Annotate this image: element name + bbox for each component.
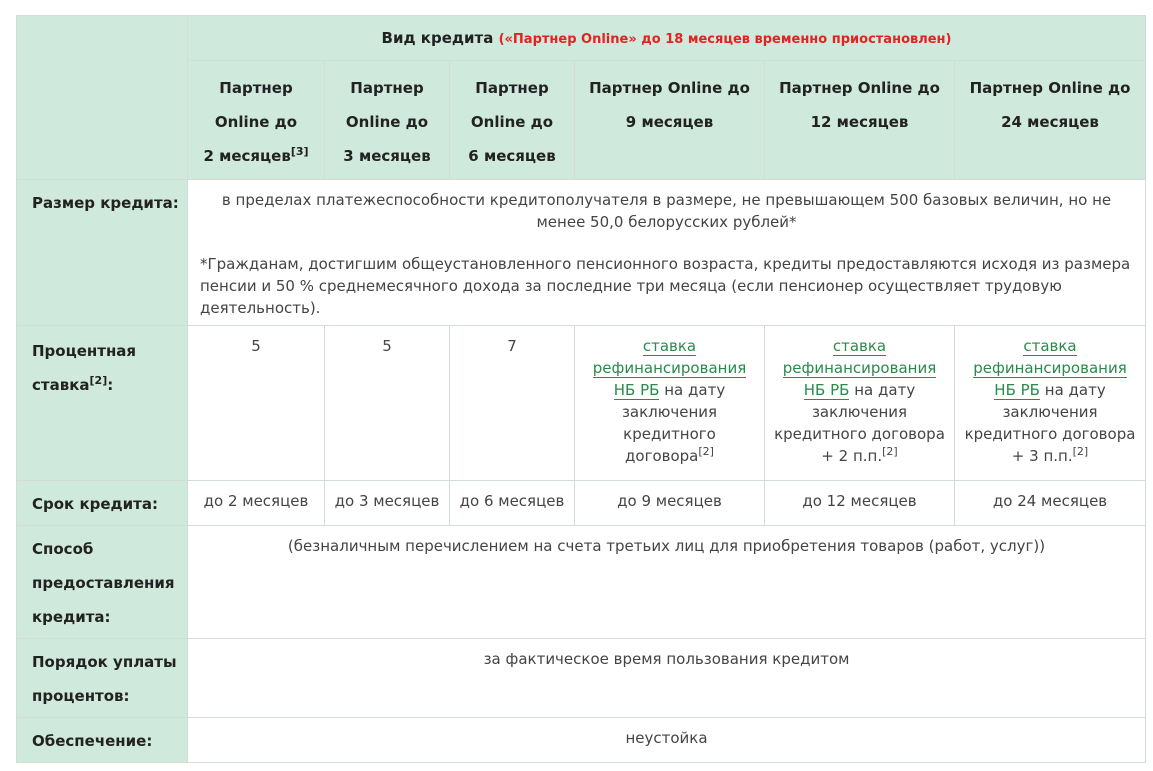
term-12-months: до 12 месяцев: [765, 481, 955, 526]
rate-text: кредитного: [623, 425, 716, 443]
security-value: неустойка: [188, 718, 1146, 763]
footnote-ref[interactable]: [2]: [882, 445, 898, 458]
col-header-text: Партнер Online до: [589, 79, 750, 97]
col-header-text: Партнер: [350, 79, 424, 97]
term-6-months: до 6 месяцев: [450, 481, 575, 526]
credit-size-value: [188, 180, 1146, 326]
col-header-text: 24 месяцев: [1001, 113, 1099, 131]
footnote-ref[interactable]: [2]: [698, 445, 714, 458]
rate-2-months: 5: [188, 326, 325, 481]
interest-payment-value: за фактическое время пользования кредитом: [188, 639, 1146, 718]
col-header-text: Партнер Online до: [969, 79, 1131, 97]
row-label-text: Процентная: [32, 342, 137, 360]
row-provision-method: [17, 526, 1146, 639]
rate-text: заключения: [811, 403, 908, 421]
col-header-9-months: [575, 61, 765, 180]
col-header-6-months: [450, 61, 575, 180]
row-label-provision-method: [17, 526, 188, 639]
rate-text: договора: [625, 447, 699, 465]
col-header-24-months: [955, 61, 1146, 180]
credit-type-label: Вид кредита: [381, 29, 494, 47]
col-header-text: 2 месяцев: [203, 147, 291, 165]
col-header-text: Online до: [214, 113, 298, 131]
header-title-row: [17, 16, 1146, 61]
pensioner-note: *Гражданам, достигшим общеустановленного пенсионного возраста, кредиты предоставляются исходя из размера пенсии и 50 % среднемесячного дохода за последние три месяца (если пенсионер осуществляет трудовую деятельность).: [200, 255, 1131, 317]
term-2-months: до 2 месяцев: [188, 481, 325, 526]
row-interest-rate: [17, 326, 1146, 481]
col-header-text: Online до: [470, 113, 554, 131]
rate-text: заключения: [1002, 403, 1098, 421]
rate-text: кредитного договора: [964, 425, 1136, 443]
row-label-text: Порядок уплаты: [32, 653, 177, 671]
row-label-text: ставка: [32, 376, 90, 394]
term-24-months: до 24 месяцев: [955, 481, 1146, 526]
rate-text: + 3 п.п.: [1011, 447, 1073, 465]
footnote-ref[interactable]: [2]: [89, 374, 108, 387]
row-label-text: предоставления: [32, 574, 175, 592]
rate-3-months: 5: [325, 326, 450, 481]
rate-text: на дату: [854, 381, 916, 399]
rate-12-months: [765, 326, 955, 481]
row-credit-term: [17, 481, 1146, 526]
term-9-months: до 9 месяцев: [575, 481, 765, 526]
credit-terms-table: [16, 15, 1146, 763]
corner-cell: [17, 16, 188, 180]
row-credit-size: [17, 180, 1146, 326]
row-label-text: Способ: [32, 540, 94, 558]
col-header-text: 6 месяцев: [468, 147, 556, 165]
row-label-interest-rate: [17, 326, 188, 481]
col-header-12-months: [765, 61, 955, 180]
footnote-ref[interactable]: [2]: [1072, 445, 1089, 458]
col-header-text: 3 месяцев: [343, 147, 431, 165]
footnote-ref[interactable]: [3]: [290, 145, 309, 158]
rate-text: на дату: [664, 381, 726, 399]
col-header-text: 9 месяцев: [625, 113, 714, 131]
col-header-2-months: [188, 61, 325, 180]
row-label-text: :: [107, 376, 114, 394]
refinancing-rate-link[interactable]: ставка: [1023, 337, 1077, 355]
row-interest-payment: [17, 639, 1146, 718]
refinancing-rate-link[interactable]: ставка: [832, 337, 887, 355]
refinancing-rate-link[interactable]: НБ РБ: [994, 381, 1040, 399]
col-header-text: Партнер: [475, 79, 549, 97]
col-header-text: Партнер Online до: [779, 79, 940, 97]
col-header-text: Online до: [345, 113, 429, 131]
row-label-interest-payment: [17, 639, 188, 718]
col-header-text: 12 месяцев: [810, 113, 909, 131]
refinancing-rate-link[interactable]: рефинансирования: [782, 359, 937, 377]
refinancing-rate-link[interactable]: ставка: [642, 337, 697, 355]
rate-text: кредитного договора: [774, 425, 945, 443]
row-label-text: процентов:: [32, 687, 130, 705]
refinancing-rate-link[interactable]: НБ РБ: [803, 381, 850, 399]
provision-method-value: (безналичным перечислением на счета третьих лиц для приобретения товаров (работ, услуг)): [188, 526, 1146, 639]
rate-6-months: 7: [450, 326, 575, 481]
refinancing-rate-link[interactable]: рефинансирования: [592, 359, 747, 377]
row-label-security: Обеспечение:: [17, 718, 188, 763]
refinancing-rate-link[interactable]: НБ РБ: [613, 381, 660, 399]
credit-type-title: [188, 16, 1146, 61]
row-label-credit-term: Срок кредита:: [17, 481, 188, 526]
row-label-credit-size: Размер кредита:: [17, 180, 188, 326]
row-security: [17, 718, 1146, 763]
rate-text: заключения: [621, 403, 718, 421]
term-3-months: до 3 месяцев: [325, 481, 450, 526]
rate-text: на дату: [1044, 381, 1106, 399]
rate-24-months: [955, 326, 1146, 481]
col-header-3-months: [325, 61, 450, 180]
col-header-text: Партнер: [219, 79, 293, 97]
credit-size-text: в пределах платежеспособности кредитополучателя в размере, не превышающем 500 базовых величин, но не менее 50,0 белорусских рублей*: [221, 191, 1112, 231]
suspension-notice: («Партнер Online» до 18 месяцев временно приостановлен): [498, 32, 952, 47]
refinancing-rate-link[interactable]: рефинансирования: [973, 359, 1127, 377]
rate-9-months: [575, 326, 765, 481]
rate-text: + 2 п.п.: [821, 447, 883, 465]
row-label-text: кредита:: [32, 608, 111, 626]
